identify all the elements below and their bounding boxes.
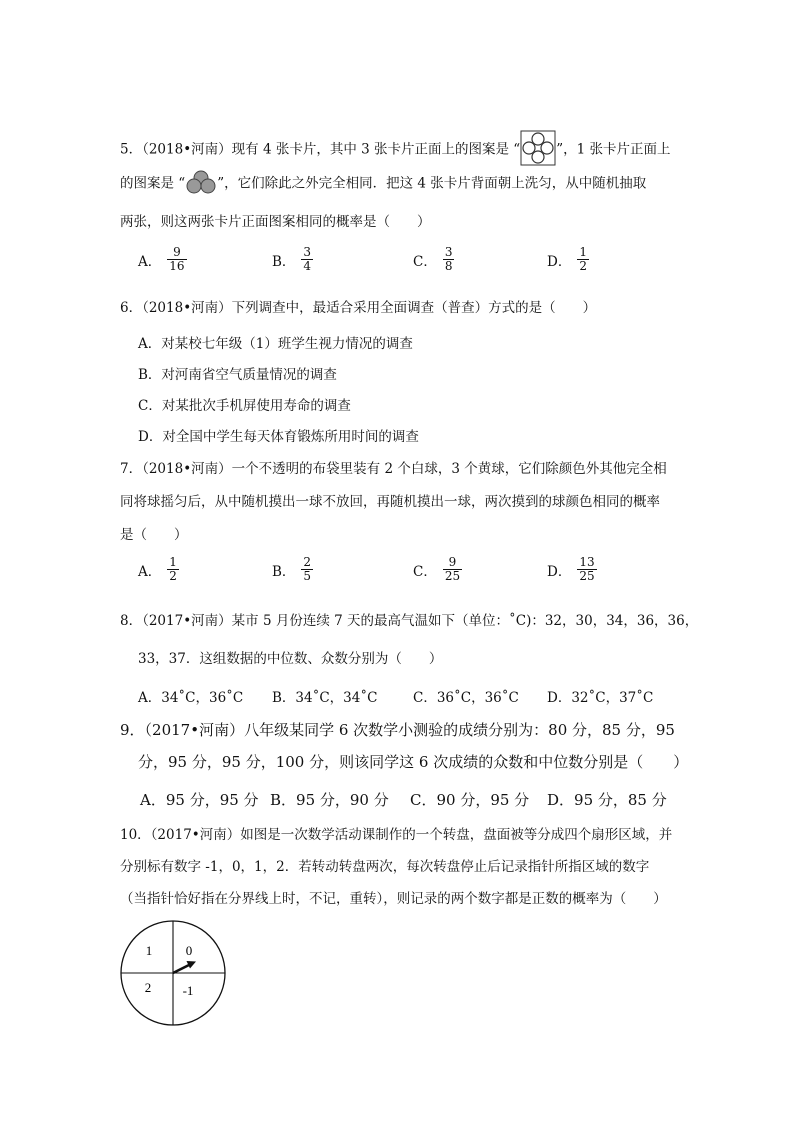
q5-line2-text-a: 的图案是 “ (120, 175, 186, 192)
denominator: 4 (303, 259, 312, 273)
q9-options (138, 789, 698, 811)
fraction (301, 246, 313, 273)
sector-label-2: 2 (144, 980, 152, 995)
q6-stem: 6．（2018•河南）下列调查中，最适合采用全面调查（普查）方式的是（ ） (120, 300, 597, 316)
q9-option-d: D．95 分，85 分 (547, 791, 667, 809)
q7-line-1: 7．（2018•河南）一个不透明的布袋里装有 2 个白球，3 个黄球，它们除颜色外其他完全相 (120, 461, 667, 477)
fraction (167, 556, 179, 583)
fraction (443, 556, 462, 583)
q8-option-d: D．32˚C，37˚C (547, 690, 654, 706)
q9-option-b: B．95 分，90 分 (270, 791, 389, 809)
fraction (301, 556, 313, 583)
sector-label-0: 0 (185, 943, 193, 958)
q6-option-b: B．对河南省空气质量情况的调查 (138, 367, 337, 383)
q7-line-3: 是（ ） (120, 527, 188, 543)
sector-label-minus-1: -1 (182, 983, 194, 998)
denominator: 2 (169, 569, 177, 583)
numerator: 3 (444, 245, 453, 259)
q5-option-a (138, 246, 187, 273)
numerator: 13 (579, 555, 595, 569)
q6-option-c: C．对某批次手机屏使用寿命的调查 (138, 398, 351, 414)
q5-option-b (272, 246, 313, 273)
option-label: C． (413, 563, 437, 580)
q8-option-c: C．36˚C，36˚C (413, 690, 519, 706)
q5-options (138, 246, 698, 282)
denominator: 5 (303, 569, 312, 583)
denominator: 2 (579, 259, 587, 273)
q9-line-2: 分，95 分，95 分，100 分，则该同学这 6 次成绩的众数和中位数分别是（ ） (138, 753, 689, 771)
q8-options (138, 686, 698, 706)
numerator: 3 (303, 245, 312, 259)
q5-option-c (413, 246, 454, 273)
q5-line-3: 两张，则这两张卡片正面图案相同的概率是（ ） (120, 214, 431, 230)
denominator: 16 (169, 259, 185, 273)
q7-option-b (272, 556, 313, 583)
option-label: D． (547, 253, 572, 270)
q9-option-c: C．90 分，95 分 (410, 791, 530, 809)
q7-line-2: 同将球摇匀后，从中随机摸出一球不放回，再随机摸出一球，两次摸到的球颜色相同的概率 (120, 494, 660, 510)
numerator: 9 (448, 555, 457, 569)
q10-line-2: 分别标有数字 -1，0，1，2．若转动转盘两次，每次转盘停止后记录指针所指区域的数字 (120, 859, 650, 875)
q9-option-a: A．95 分，95 分 (140, 791, 259, 809)
q5-line1-text-a: 5．（2018•河南）现有 4 张卡片，其中 3 张卡片正面上的图案是 “ (120, 141, 521, 158)
option-label: D． (547, 563, 572, 580)
q5-line-2 (120, 170, 646, 198)
q8-option-b: B．34˚C，34˚C (272, 690, 378, 706)
numerator: 9 (173, 245, 181, 259)
q7-option-a (138, 556, 179, 583)
denominator: 25 (444, 569, 461, 583)
option-label: C． (413, 253, 437, 270)
q7-option-c (413, 556, 462, 583)
denominator: 25 (579, 569, 595, 583)
q8-line-2: 33，37．这组数据的中位数、众数分别为（ ） (138, 651, 443, 667)
option-label: A． (138, 253, 162, 270)
q7-options (138, 556, 698, 592)
option-label: A． (138, 563, 162, 580)
q6-option-a: A．对某校七年级（1）班学生视力情况的调查 (138, 336, 413, 352)
fraction (443, 246, 455, 273)
fraction (577, 246, 589, 273)
fraction (167, 246, 186, 273)
option-label: B． (272, 563, 296, 580)
numerator: 1 (169, 555, 177, 569)
numerator: 1 (579, 245, 587, 259)
q7-option-d (547, 556, 597, 583)
fraction (577, 556, 596, 583)
sector-label-1: 1 (145, 943, 153, 958)
spinner-diagram (118, 918, 228, 1028)
q10-line-3: （当指针恰好指在分界线上时，不记，重转），则记录的两个数字都是正数的概率为（ ） (120, 891, 667, 907)
q8-option-a: A．34˚C，36˚C (138, 690, 244, 706)
q5-line1-text-b: ”，1 张卡片正面上 (556, 141, 671, 158)
q10-line-1: 10．（2017•河南）如图是一次数学活动课制作的一个转盘，盘面被等分成四个扇形区域，并 (120, 827, 673, 843)
q6-option-d: D．对全国中学生每天体育锻炼所用时间的调查 (138, 429, 419, 445)
denominator: 8 (444, 259, 453, 273)
four-circles-card-icon (520, 130, 556, 170)
q9-line-1: 9．（2017•河南）八年级某同学 6 次数学小测验的成绩分别为：80 分，85 分，95 (120, 721, 675, 739)
three-circles-card-icon (185, 170, 217, 198)
q5-option-d (547, 246, 589, 273)
q5-line-1 (120, 130, 671, 170)
numerator: 2 (303, 555, 312, 569)
q5-line2-text-b: ”，它们除此之外完全相同．把这 4 张卡片背面朝上洗匀，从中随机抽取 (217, 175, 647, 192)
q8-line-1: 8．（2017•河南）某市 5 月份连续 7 天的最高气温如下（单位：˚C)：32，30，34，36，36， (120, 613, 699, 629)
option-label: B． (272, 253, 296, 270)
